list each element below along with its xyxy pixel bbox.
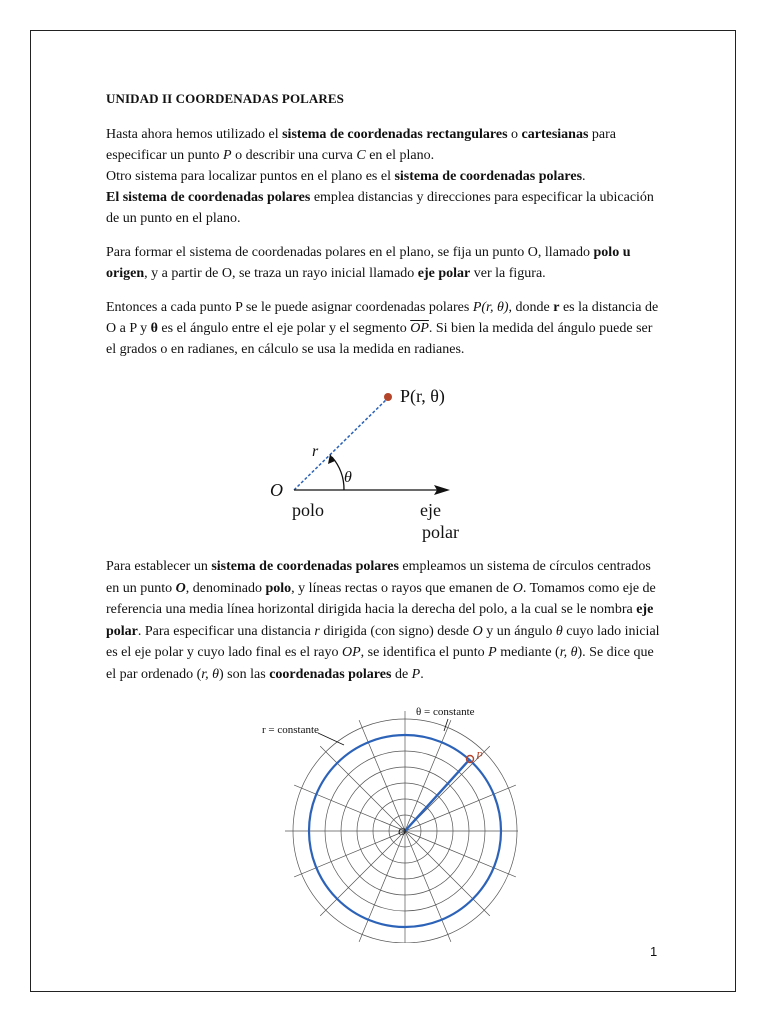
label-polar: polar — [422, 522, 459, 542]
point-p — [384, 393, 392, 401]
paragraph-polo: Para formar el sistema de coordenadas polares en el plano, se fija un punto O, llamado polo u origen, y a partir de O, se traza un rayo inicial llamado eje polar ver la figura. — [106, 245, 631, 281]
paragraph-system: Para establecer un sistema de coordenadas polares empleamos un sistema de círculos centrados en un punto O, denominado polo, y líneas rectas o rayos que emanen de O. Tomamos como eje de referencia una media línea horizontal dirigida hacia la derecha del polo, a la cual se le nombra eje polar. Para especificar una distancia r dirigida (con signo) desde O y un ángulo θ cuyo lado inicial es el eje polar y cuyo lado final es el rayo OP, se identifica el punto P mediante (r, θ). Se dice que el par ordenado (r, θ) son las coordenadas polares de P. — [106, 559, 660, 682]
polar-point-figure — [262, 378, 502, 548]
paragraph-intro: Hasta ahora hemos utilizado el sistema de coordenadas rectangulares o cartesianas para especificar un punto P o describir una curva C en el plano. Otro sistema para localizar puntos en el plano es el sistema de coordenadas polares. El sistema de coordenadas polares emplea distancias y direcciones para especificar la ubicación de un punto en el plano. — [106, 127, 654, 226]
label-r-constante: r = constante — [262, 724, 319, 736]
grid-ray — [320, 831, 405, 916]
ray-op — [294, 398, 388, 490]
label-theta-constante: θ = constante — [416, 706, 475, 718]
grid-ray — [405, 831, 490, 916]
label-p-grid: P — [476, 750, 483, 762]
label-p-r-theta: P(r, θ) — [400, 386, 445, 406]
label-o-grid: O — [398, 826, 406, 838]
page-number: 1 — [650, 944, 658, 959]
ray-theta-constante — [405, 759, 470, 831]
label-r: r — [312, 443, 319, 460]
math-segment-op: $\overline{OP}$ — [410, 321, 429, 336]
document-body — [106, 90, 662, 373]
polar-grid-figure — [248, 703, 518, 943]
angle-arc — [332, 457, 344, 490]
label-eje: eje — [420, 500, 441, 520]
math-p-r-theta: P(r, θ) — [472, 300, 509, 315]
label-polo: polo — [292, 500, 325, 520]
page-title: UNIDAD II COORDENADAS POLARES — [106, 91, 345, 106]
label-origin-o: O — [270, 480, 283, 500]
leader-r-constante — [318, 733, 344, 745]
label-theta: θ — [344, 469, 352, 486]
grid-ray — [320, 746, 405, 831]
paragraph-coordinates: Entonces a cada punto P se le puede asignar coordenadas polares P(r, θ), donde r es la distancia de O a P y θ es el ángulo entre el eje polar y el segmento $\overline{OP}$. Si bien la medida del ángulo puede ser el grados o en radianes, en cálculo se usa la medida en radianes. — [106, 300, 659, 357]
